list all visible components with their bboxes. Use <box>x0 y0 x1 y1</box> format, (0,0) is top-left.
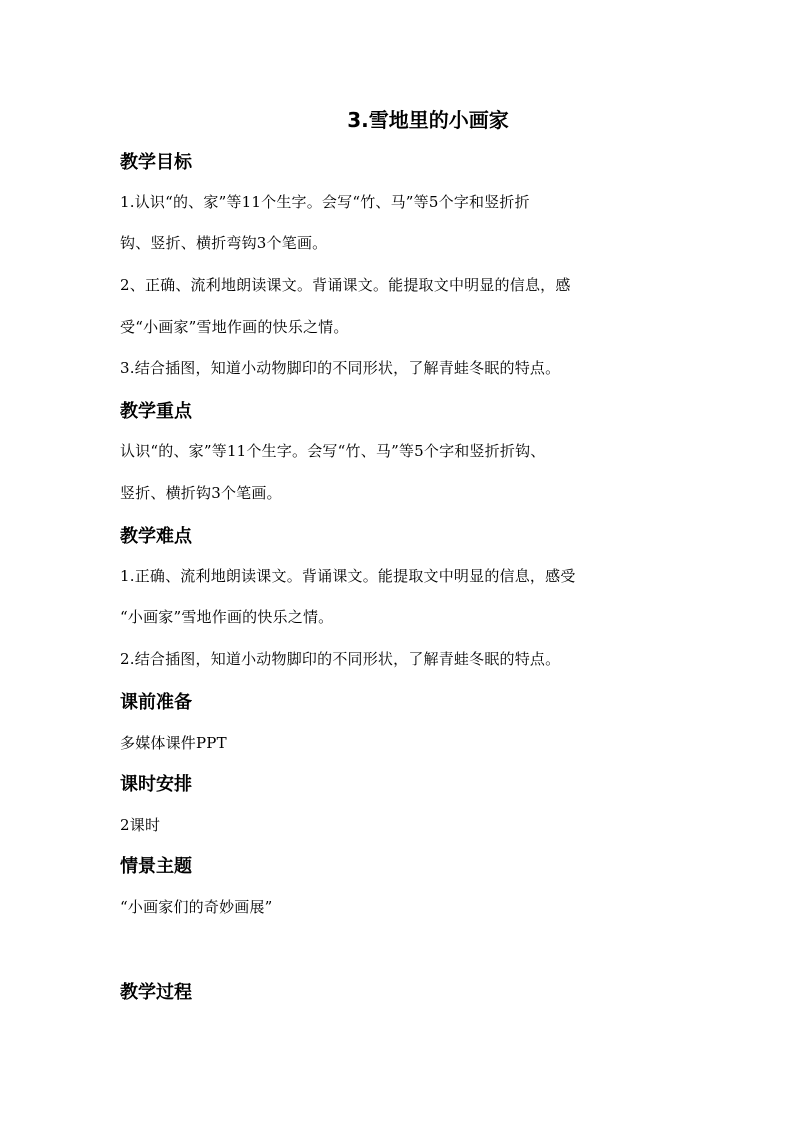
objectives-line-1: 1.认识“的、家”等11个生字。会写“竹、马”等5个字和竖折折 <box>120 193 530 211</box>
document-title: 3.雪地里的小画家 <box>347 108 509 132</box>
theme-line-1: “小画家们的奇妙画展” <box>120 898 273 916</box>
objectives-line-2: 钩、竖折、横折弯钩3个笔画。 <box>120 234 328 252</box>
heading-theme: 情景主题 <box>120 856 192 877</box>
schedule-line-1: 2课时 <box>120 816 161 834</box>
heading-preparation: 课前准备 <box>120 692 192 713</box>
heading-objectives: 教学目标 <box>120 152 192 173</box>
preparation-line-1: 多媒体课件PPT <box>120 734 227 752</box>
objectives-line-4: 受“小画家”雪地作画的快乐之情。 <box>120 318 349 336</box>
key-points-line-1: 认识“的、家”等11个生字。会写“竹、马”等5个字和竖折折钩、 <box>120 442 546 460</box>
objectives-line-5: 3.结合插图，知道小动物脚印的不同形状，了解青蛙冬眠的特点。 <box>120 359 561 377</box>
difficulties-line-3: 2.结合插图，知道小动物脚印的不同形状，了解青蛙冬眠的特点。 <box>120 650 561 668</box>
difficulties-line-1: 1.正确、流利地朗读课文。背诵课文。能提取文中明显的信息，感受 <box>120 567 576 585</box>
heading-difficulties: 教学难点 <box>120 526 192 547</box>
heading-schedule: 课时安排 <box>120 774 192 795</box>
heading-process: 教学过程 <box>120 982 192 1003</box>
heading-key-points: 教学重点 <box>120 401 192 422</box>
key-points-line-2: 竖折、横折钩3个笔画。 <box>120 484 282 502</box>
difficulties-line-2: “小画家”雪地作画的快乐之情。 <box>120 608 334 626</box>
objectives-line-3: 2、正确、流利地朗读课文。背诵课文。能提取文中明显的信息，感 <box>120 276 571 294</box>
